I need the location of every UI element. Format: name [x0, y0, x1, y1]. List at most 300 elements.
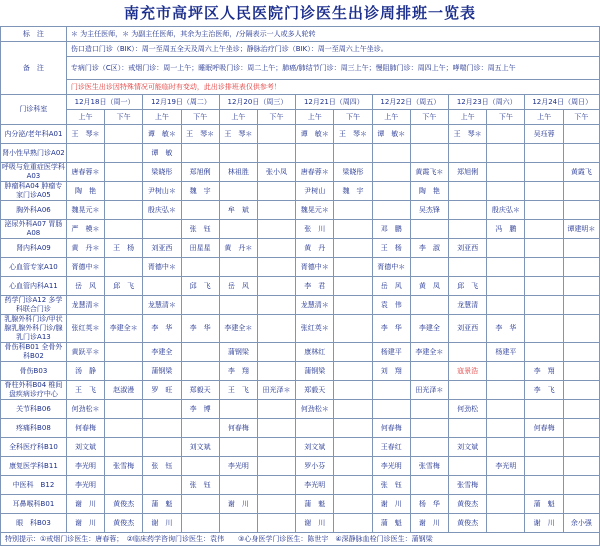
doctor-cell	[334, 457, 372, 476]
doctor-cell: 谭 敏＊	[143, 125, 181, 144]
doctor-cell: 胥德中＊	[372, 258, 410, 277]
doctor-cell: 龙慧清	[449, 296, 487, 315]
doctor-cell	[334, 296, 372, 315]
doctor-cell: 黄俊杰	[449, 495, 487, 514]
doctor-cell: 黄霞飞	[563, 163, 599, 182]
schedule-row	[1, 144, 600, 163]
dept-name: 药学门诊A12 多学科联合门诊	[1, 296, 67, 315]
doctor-cell	[563, 457, 599, 476]
doctor-cell	[563, 362, 599, 381]
doctor-cell	[563, 182, 599, 201]
doctor-cell: 谢 川	[372, 495, 410, 514]
doctor-cell	[105, 419, 143, 438]
doctor-cell	[563, 258, 599, 277]
doctor-cell	[105, 144, 143, 163]
doctor-cell	[563, 125, 599, 144]
doctor-cell	[143, 419, 181, 438]
doctor-cell: 郑毅天	[181, 381, 219, 400]
doctor-cell: 李建全＊	[105, 315, 143, 343]
doctor-cell	[410, 258, 448, 277]
doctor-cell: 郑旭俐	[181, 163, 219, 182]
doctor-cell	[487, 125, 525, 144]
doctor-cell: 余小强	[563, 514, 599, 533]
doctor-cell	[563, 438, 599, 457]
doctor-cell	[181, 343, 219, 362]
doctor-cell: 刘文斌	[181, 438, 219, 457]
doctor-cell: 王 琴＊	[449, 125, 487, 144]
dept-name: 心血管内科A11	[1, 277, 67, 296]
doctor-cell: 张 钰	[143, 457, 181, 476]
footer-row	[1, 533, 600, 546]
schedule-row	[1, 163, 600, 182]
doctor-cell: 魏晃元＊	[296, 201, 334, 220]
doctor-cell	[296, 419, 334, 438]
doctor-cell: 蒲 魁	[372, 514, 410, 533]
day-header: 12月20日（周三）	[219, 95, 295, 110]
remark-line-1: 伤口造口门诊（BIK）：周一至周五全天及周六上午坐诊；静脉治疗门诊（BIK）：周一至周六上午坐诊。	[66, 42, 599, 57]
dept-name: 骨伤科B01 全骨外科B02	[1, 343, 67, 362]
doctor-cell	[257, 277, 295, 296]
day-header: 12月19日（周二）	[143, 95, 219, 110]
dept-name: 肿瘤科A04 肿瘤专家门诊A05	[1, 182, 67, 201]
doctor-cell: 王 飞	[66, 381, 104, 400]
doctor-cell	[487, 239, 525, 258]
doctor-cell: 黄 丹＊	[219, 239, 257, 258]
doctor-cell: 杨 华	[410, 495, 448, 514]
doctor-cell	[219, 476, 257, 495]
doctor-cell	[257, 495, 295, 514]
doctor-cell: 李建全	[410, 315, 448, 343]
doctor-cell: 王 杨	[105, 239, 143, 258]
mark-row	[1, 27, 600, 42]
doctor-cell	[257, 125, 295, 144]
doctor-cell	[525, 457, 563, 476]
doctor-cell: 王 琴＊	[66, 125, 104, 144]
doctor-cell: 张红英＊	[296, 315, 334, 343]
doctor-cell: 魏 宇	[181, 182, 219, 201]
doctor-cell	[219, 182, 257, 201]
schedule-row	[1, 438, 600, 457]
doctor-cell	[334, 315, 372, 343]
doctor-cell: 王 杨	[372, 239, 410, 258]
doctor-cell	[334, 144, 372, 163]
doctor-cell: 李光明	[66, 457, 104, 476]
doctor-cell: 李 博	[181, 400, 219, 419]
doctor-cell: 刘 翔	[372, 362, 410, 381]
doctor-cell: 张雪梅	[410, 457, 448, 476]
schedule-row	[1, 495, 600, 514]
dept-name: 耳鼻喉科B01	[1, 495, 67, 514]
doctor-cell: 田光泽＊	[410, 381, 448, 400]
doctor-cell: 岳 风	[219, 277, 257, 296]
schedule-row	[1, 258, 600, 277]
doctor-cell	[257, 220, 295, 239]
schedule-row	[1, 315, 600, 343]
day-header: 12月24日（周日）	[525, 95, 600, 110]
doctor-cell: 邓 鹏	[372, 220, 410, 239]
doctor-cell: 谭 敏＊	[296, 125, 334, 144]
doctor-cell	[105, 438, 143, 457]
doctor-cell: 张 钰	[181, 476, 219, 495]
doctor-cell	[257, 258, 295, 277]
am-header: 上午	[449, 110, 487, 125]
am-header: 上午	[66, 110, 104, 125]
doctor-cell	[334, 258, 372, 277]
doctor-cell	[525, 343, 563, 362]
doctor-cell: 汤 静	[66, 362, 104, 381]
doctor-cell: 袁 伟	[372, 296, 410, 315]
doctor-cell: 谢 川	[219, 495, 257, 514]
doctor-cell: 黄俊杰	[105, 495, 143, 514]
doctor-cell	[143, 476, 181, 495]
doctor-cell: 严 模＊	[66, 220, 104, 239]
doctor-cell: 谭 敏＊	[372, 125, 410, 144]
doctor-cell	[105, 362, 143, 381]
doctor-cell: 罗小芬	[296, 457, 334, 476]
doctor-cell: 李 翔	[525, 362, 563, 381]
doctor-cell: 胥德中＊	[143, 258, 181, 277]
day-header: 12月21日（周四）	[296, 95, 372, 110]
mark-note: ＊ 为主任医师，＊ 为副主任医师，其余为主治医师，/分隔表示一人或多人轮转	[66, 27, 599, 42]
doctor-cell: 尹树山	[296, 182, 334, 201]
doctor-cell: 李建全	[143, 343, 181, 362]
doctor-cell	[257, 315, 295, 343]
doctor-cell	[334, 220, 372, 239]
doctor-cell: 张 钰	[372, 476, 410, 495]
doctor-cell: 黄 丹＊	[66, 239, 104, 258]
doctor-cell	[563, 476, 599, 495]
doctor-cell	[181, 144, 219, 163]
doctor-cell: 谢 川	[143, 514, 181, 533]
doctor-cell	[257, 419, 295, 438]
remark-row-2	[1, 57, 600, 80]
doctor-cell: 何春梅	[525, 419, 563, 438]
doctor-cell	[525, 296, 563, 315]
schedule-row	[1, 239, 600, 258]
doctor-cell	[105, 400, 143, 419]
doctor-cell	[143, 220, 181, 239]
remark-label: 备 注	[1, 42, 67, 95]
footer-note: 特别提示：①戒烟门诊医生：唐春蓉； ②临床药学咨询门诊医生：袁伟 ③心身医学门诊医生：陈世宇 ④深静脉血栓门诊医生：蒲钢梁	[1, 533, 600, 546]
doctor-cell: 刘文斌	[449, 438, 487, 457]
remark-row-1	[1, 42, 600, 57]
doctor-cell	[334, 381, 372, 400]
doctor-cell: 李光明	[372, 457, 410, 476]
doctor-cell	[487, 438, 525, 457]
doctor-cell	[449, 381, 487, 400]
doctor-cell	[487, 258, 525, 277]
doctor-cell	[410, 125, 448, 144]
doctor-cell: 梁晓彤	[334, 163, 372, 182]
doctor-cell: 邱 飞	[181, 277, 219, 296]
schedule-row	[1, 182, 600, 201]
doctor-cell: 何春梅	[372, 419, 410, 438]
doctor-cell: 王 琴＊	[334, 125, 372, 144]
doctor-cell	[257, 438, 295, 457]
doctor-cell	[487, 296, 525, 315]
doctor-cell: 岳 风	[66, 277, 104, 296]
doctor-cell: 蒲钢梁	[296, 362, 334, 381]
doctor-cell: 何劲松＊	[66, 400, 104, 419]
doctor-cell	[525, 201, 563, 220]
doctor-cell: 何劲松＊	[296, 400, 334, 419]
doctor-cell	[181, 258, 219, 277]
doctor-cell	[257, 296, 295, 315]
doctor-cell	[257, 400, 295, 419]
doctor-cell: 李建全＊	[410, 343, 448, 362]
doctor-cell	[449, 201, 487, 220]
doctor-cell: 胥德中＊	[296, 258, 334, 277]
schedule-row	[1, 220, 600, 239]
doctor-cell	[334, 277, 372, 296]
doctor-cell: 殷庆弘＊	[487, 201, 525, 220]
doctor-cell: 李 翔	[219, 362, 257, 381]
doctor-cell: 谢 川	[66, 514, 104, 533]
doctor-cell	[143, 400, 181, 419]
doctor-cell	[525, 315, 563, 343]
am-header: 上午	[143, 110, 181, 125]
doctor-cell: 张雪梅	[449, 476, 487, 495]
schedule-body	[1, 27, 600, 546]
doctor-cell: 冯 鹏	[487, 220, 525, 239]
dept-name: 中医科 B12	[1, 476, 67, 495]
doctor-cell: 谢 川	[410, 514, 448, 533]
day-header-row	[1, 95, 600, 110]
doctor-cell: 龙慧清＊	[296, 296, 334, 315]
schedule-row	[1, 362, 600, 381]
doctor-cell	[66, 144, 104, 163]
doctor-cell: 黄俊杰	[105, 514, 143, 533]
doctor-cell: 张 钰	[181, 220, 219, 239]
doctor-cell	[410, 419, 448, 438]
doctor-cell	[525, 400, 563, 419]
doctor-cell	[257, 144, 295, 163]
doctor-cell: 邱 飞	[449, 277, 487, 296]
doctor-cell	[257, 476, 295, 495]
doctor-cell: 蒲 魁	[525, 495, 563, 514]
doctor-cell: 魏 宇	[334, 182, 372, 201]
schedule-row	[1, 125, 600, 144]
doctor-cell	[525, 163, 563, 182]
doctor-cell	[219, 220, 257, 239]
doctor-cell	[334, 495, 372, 514]
doctor-cell	[105, 182, 143, 201]
doctor-cell	[219, 400, 257, 419]
doctor-cell: 刘亚西	[143, 239, 181, 258]
doctor-cell: 李 华	[143, 315, 181, 343]
doctor-cell: 龙慧清＊	[143, 296, 181, 315]
doctor-cell: 王春红	[372, 438, 410, 457]
doctor-cell	[181, 495, 219, 514]
doctor-cell: 黄霞飞＊	[410, 163, 448, 182]
doctor-cell	[563, 239, 599, 258]
doctor-cell	[219, 438, 257, 457]
doctor-cell: 蒲钢梁	[143, 362, 181, 381]
doctor-cell	[334, 514, 372, 533]
schedule-table	[0, 26, 600, 546]
schedule-row	[1, 381, 600, 400]
doctor-cell: 李 君	[296, 277, 334, 296]
doctor-cell: 张 川	[296, 220, 334, 239]
doctor-cell	[563, 296, 599, 315]
doctor-cell	[334, 201, 372, 220]
doctor-cell	[487, 419, 525, 438]
doctor-cell	[105, 343, 143, 362]
doctor-cell: 王 琴＊	[219, 125, 257, 144]
doctor-cell	[372, 163, 410, 182]
doctor-cell: 殷庆弘＊	[143, 201, 181, 220]
doctor-cell: 郑旭俐	[449, 163, 487, 182]
mark-label: 标 注	[1, 27, 67, 42]
doctor-cell: 寇景浩	[449, 362, 487, 381]
doctor-cell: 李光明	[66, 476, 104, 495]
pm-header: 下午	[410, 110, 448, 125]
doctor-cell	[525, 258, 563, 277]
doctor-cell	[257, 457, 295, 476]
doctor-cell	[372, 201, 410, 220]
doctor-cell: 杨建平	[372, 343, 410, 362]
schedule-row	[1, 201, 600, 220]
doctor-cell	[334, 419, 372, 438]
doctor-cell	[257, 182, 295, 201]
pm-header: 下午	[334, 110, 372, 125]
doctor-cell: 刘亚西	[449, 315, 487, 343]
dept-name: 全科医疗科B10	[1, 438, 67, 457]
doctor-cell: 张小凤	[257, 163, 295, 182]
doctor-cell	[487, 182, 525, 201]
doctor-cell: 田星星	[181, 239, 219, 258]
doctor-cell	[563, 400, 599, 419]
am-header: 上午	[219, 110, 257, 125]
doctor-cell	[449, 343, 487, 362]
day-header: 12月22日（周五）	[372, 95, 448, 110]
doctor-cell	[449, 182, 487, 201]
doctor-cell	[143, 277, 181, 296]
doctor-cell	[525, 438, 563, 457]
doctor-cell: 龙慧清＊	[66, 296, 104, 315]
pm-header: 下午	[563, 110, 599, 125]
doctor-cell	[372, 144, 410, 163]
doctor-cell	[449, 144, 487, 163]
dept-name: 呼吸与危重症医学科A03	[1, 163, 65, 180]
doctor-cell	[410, 144, 448, 163]
doctor-cell: 陶 艳	[410, 182, 448, 201]
doctor-cell: 谢 川	[525, 514, 563, 533]
doctor-cell: 吴珏蓉	[525, 125, 563, 144]
doctor-cell	[563, 315, 599, 343]
doctor-cell	[257, 201, 295, 220]
doctor-cell	[410, 296, 448, 315]
remark-line-2: 专病门诊（C区）：戒烟门诊：周一上午；睡眠呼吸门诊：周二上午；肺癌/肺结节门诊：周三上午；慢阻肺门诊：周四上午；哮喘门诊：周五上午	[66, 57, 599, 80]
doctor-cell	[181, 201, 219, 220]
doctor-cell	[334, 239, 372, 258]
doctor-cell	[334, 476, 372, 495]
dept-name: 内分泌/老年科A01	[1, 125, 67, 144]
doctor-cell: 刘亚西	[449, 239, 487, 258]
doctor-cell: 蒲 魁	[143, 495, 181, 514]
doctor-cell	[219, 296, 257, 315]
doctor-cell: 黄俊杰	[449, 514, 487, 533]
schedule-row	[1, 419, 600, 438]
doctor-cell: 唐春蓉＊	[66, 163, 104, 182]
doctor-cell: 罗 旺	[143, 381, 181, 400]
doctor-cell: 牟 斌	[219, 201, 257, 220]
doctor-cell: 林祖胜	[219, 163, 257, 182]
schedule-row	[1, 277, 600, 296]
doctor-cell	[105, 258, 143, 277]
doctor-cell: 刘文斌	[66, 438, 104, 457]
doctor-cell	[563, 381, 599, 400]
schedule-row	[1, 400, 600, 419]
doctor-cell: 陶 艳	[66, 182, 104, 201]
dept-name: 脊柱外科B04 椎间盘疾病诊疗中心	[1, 381, 67, 400]
doctor-cell: 李光明	[219, 457, 257, 476]
doctor-cell: 谭建明＊	[563, 220, 599, 239]
doctor-cell: 杨建平	[487, 343, 525, 362]
doctor-cell	[449, 419, 487, 438]
doctor-cell	[449, 258, 487, 277]
doctor-cell: 李 飞	[525, 381, 563, 400]
doctor-cell	[105, 201, 143, 220]
doctor-cell	[105, 163, 143, 182]
doctor-cell	[487, 362, 525, 381]
doctor-cell	[410, 220, 448, 239]
doctor-cell: 康林红	[296, 343, 334, 362]
dept-name: 康复医学科B11	[1, 457, 67, 476]
pm-header: 下午	[487, 110, 525, 125]
doctor-cell	[563, 419, 599, 438]
doctor-cell: 李建全＊	[219, 315, 257, 343]
doctor-cell	[525, 182, 563, 201]
schedule-row	[1, 476, 600, 495]
doctor-cell	[563, 144, 599, 163]
doctor-cell	[105, 296, 143, 315]
dept-name: 疼痛科B08	[1, 419, 67, 438]
page-title: 南充市高坪区人民医院门诊医生出诊周排班一览表	[123, 4, 476, 22]
dept-name: 胸外科A06	[1, 201, 67, 220]
doctor-cell: 黄跃平＊	[66, 343, 104, 362]
doctor-cell	[449, 457, 487, 476]
doctor-cell: 梁晓彤	[143, 163, 181, 182]
doctor-cell	[181, 419, 219, 438]
doctor-cell: 蒲钢梁	[219, 343, 257, 362]
doctor-cell	[257, 239, 295, 258]
dept-name: 泌尿外科A07 胃肠A08	[1, 220, 67, 239]
dept-name: 乳腺外科门诊/甲状腺乳腺外科门诊/腺乳门诊A13	[1, 315, 67, 343]
doctor-cell: 何春梅	[66, 419, 104, 438]
doctor-cell	[334, 400, 372, 419]
pm-header: 下午	[181, 110, 219, 125]
doctor-cell	[181, 296, 219, 315]
doctor-cell	[257, 343, 295, 362]
doctor-cell	[219, 144, 257, 163]
remark-line-3: 门诊医生出诊因特殊情况可能临时有变动，此出诊排班表仅供参考！	[66, 80, 599, 95]
doctor-cell	[105, 476, 143, 495]
dept-name: 骨伤B03	[1, 362, 67, 381]
doctor-cell	[257, 362, 295, 381]
doctor-cell	[525, 476, 563, 495]
doctor-cell: 田光泽＊	[257, 381, 295, 400]
doctor-cell	[525, 144, 563, 163]
doctor-cell: 李 华	[372, 315, 410, 343]
doctor-cell: 李 华	[487, 315, 525, 343]
doctor-cell: 张雪梅	[105, 457, 143, 476]
pm-header: 下午	[105, 110, 143, 125]
doctor-cell: 张红英＊	[66, 315, 104, 343]
dept-column-header: 门诊科室	[1, 95, 67, 125]
doctor-cell	[563, 201, 599, 220]
doctor-cell	[219, 258, 257, 277]
